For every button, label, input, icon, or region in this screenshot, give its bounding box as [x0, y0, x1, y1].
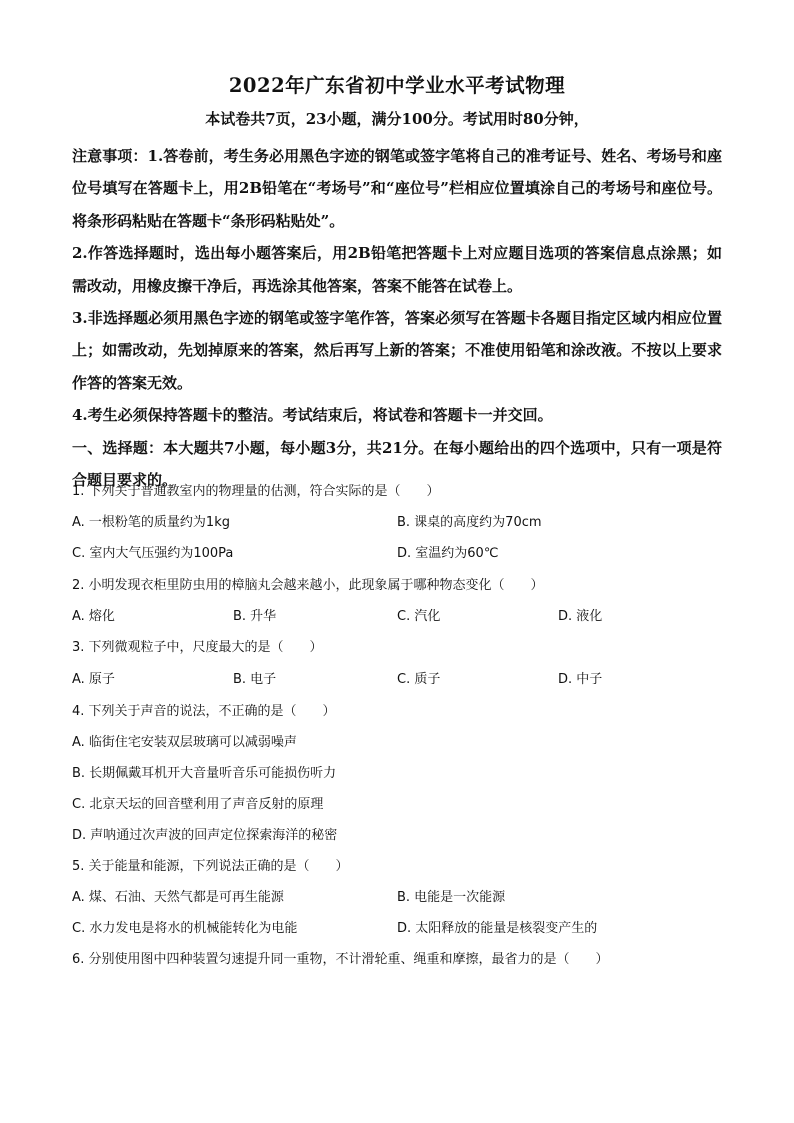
- exam-info: 本试卷共7页，23小题，满分100分。考试用时80分钟，: [205, 110, 589, 128]
- page-title: 2022年广东省初中学业水平考试物理: [228, 74, 566, 97]
- question-2-option-d: D. 液化: [558, 609, 603, 624]
- question-3-option-b: B. 电子: [233, 672, 277, 687]
- question-4-option-b: B. 长期佩戴耳机开大音量听音乐可能损伤听力: [72, 766, 337, 781]
- question-5-option-b: B. 电能是一次能源: [397, 890, 506, 905]
- question-3-option-d: D. 中子: [558, 672, 603, 687]
- question-2-option-a: A. 熔化: [72, 609, 115, 624]
- question-5-option-d: D. 太阳释放的能量是核裂变产生的: [397, 921, 598, 936]
- section-heading: 一、选择题：本大题共7小题，每小题3分，共21分。在每小题给出的四个选项中，只有一项是符合题目要求的。: [72, 438, 722, 490]
- question-6-stem: 6. 分别使用图中四种装置匀速提升同一重物，不计滑轮重、绳重和摩擦，最省力的是（ ）: [72, 952, 609, 967]
- question-3-option-c: C. 质子: [397, 672, 441, 687]
- question-4-option-d: D. 声呐通过次声波的回声定位探索海洋的秘密: [72, 828, 338, 843]
- question-4-option-c: C. 北京天坛的回音壁利用了声音反射的原理: [72, 797, 324, 812]
- question-3-stem: 3. 下列微观粒子中，尺度最大的是（ ）: [72, 640, 323, 655]
- question-1-option-c: C. 室内大气压强约为100Pa: [72, 546, 234, 561]
- question-4-stem: 4. 下列关于声音的说法，不正确的是（ ）: [72, 704, 336, 719]
- question-1-option-d: D. 室温约为60℃: [397, 546, 499, 561]
- instruction-2: 2.作答选择题时，选出每小题答案后，用2B铅笔把答题卡上对应题目选项的答案信息点涂黑；如需改动，用橡皮擦干净后，再选涂其他答案，答案不能答在试卷上。: [72, 244, 722, 295]
- question-5-option-a: A. 煤、石油、天然气都是可再生能源: [72, 890, 284, 905]
- instruction-4: 4.考生必须保持答题卡的整洁。考试结束后，将试卷和答题卡一并交回。: [72, 406, 553, 425]
- instruction-1: 注意事项：1.答卷前，考生务必用黑色字迹的钢笔或签字笔将自己的准考证号、姓名、考场号和座位号填写在答题卡上，用2B铅笔在“考场号”和“座位号”栏相应位置填涂自己的考场号和座位号。将条形码粘贴在答题卡“条形码粘贴处”。: [72, 147, 722, 230]
- instructions-block: [72, 140, 722, 496]
- question-2-option-b: B. 升华: [233, 609, 277, 624]
- question-2-stem: 2. 小明发现衣柜里防虫用的樟脑丸会越来越小，此现象属于哪种物态变化（ ）: [72, 578, 544, 593]
- question-5-option-c: C. 水力发电是将水的机械能转化为电能: [72, 921, 298, 936]
- instruction-3: 3.非选择题必须用黑色字迹的钢笔或签字笔作答，答案必须写在答题卡各题目指定区域内相应位置上；如需改动，先划掉原来的答案，然后再写上新的答案；不准使用铅笔和涂改液。不按以上要求作答的答案无效。: [72, 309, 722, 392]
- question-5-stem: 5. 关于能量和能源，下列说法正确的是（ ）: [72, 859, 349, 874]
- question-1-stem: 1. 下列关于普通教室内的物理量的估测，符合实际的是（ ）: [72, 484, 440, 499]
- question-2-option-c: C. 汽化: [397, 609, 441, 624]
- question-4-option-a: A. 临街住宅安装双层玻璃可以减弱噪声: [72, 735, 297, 750]
- question-1-option-a: A. 一根粉笔的质量约为1kg: [72, 515, 230, 530]
- question-3-option-a: A. 原子: [72, 672, 115, 687]
- question-1-option-b: B. 课桌的高度约为70cm: [397, 515, 542, 530]
